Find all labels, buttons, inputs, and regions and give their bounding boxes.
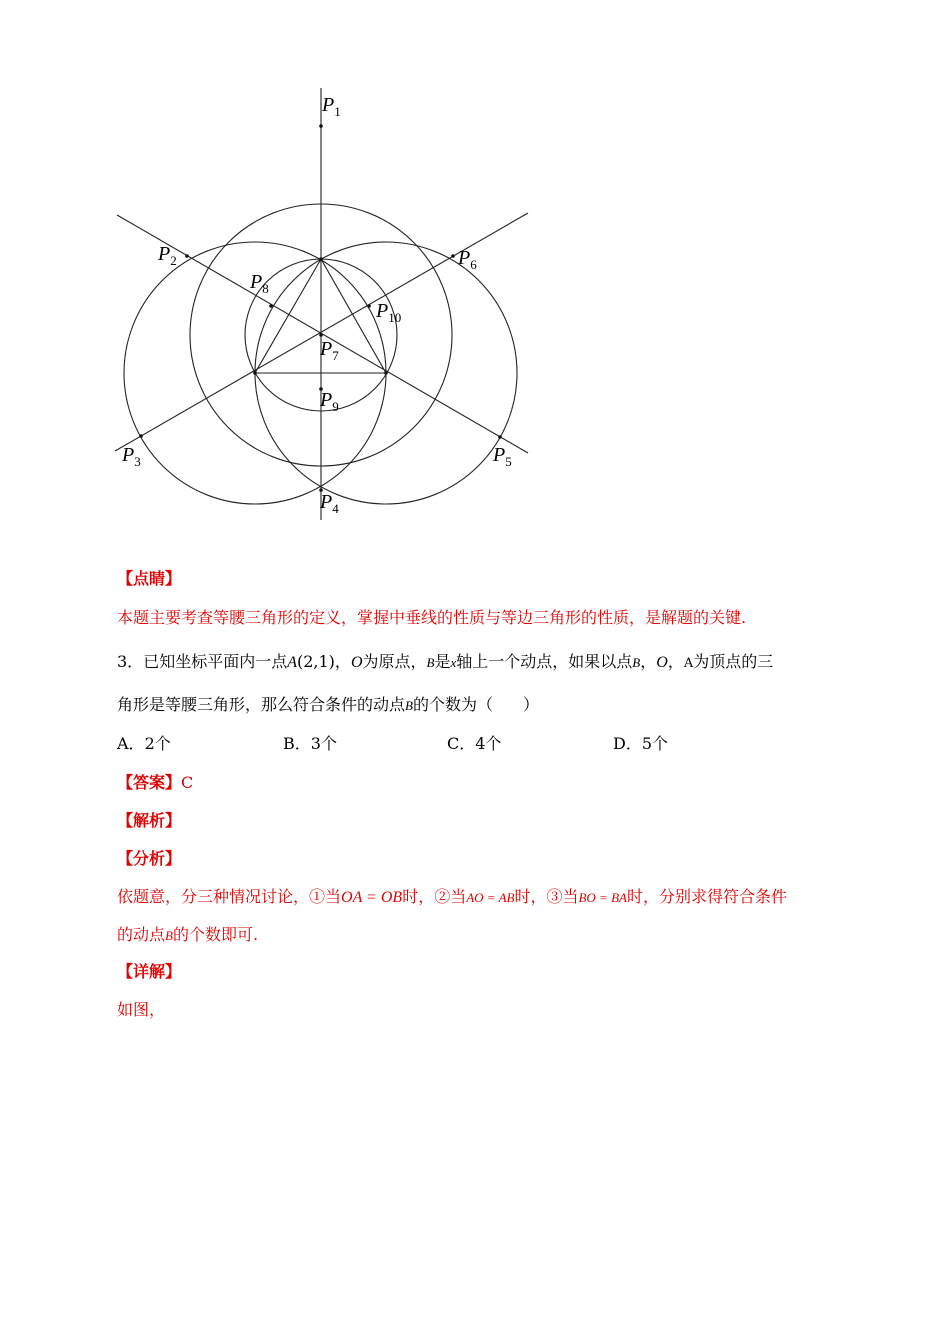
point-p10 <box>367 304 371 308</box>
point-p1 <box>319 124 323 128</box>
point-p5 <box>498 435 502 439</box>
geometry-diagram <box>110 88 535 523</box>
point-p3 <box>139 434 143 438</box>
vertex-top <box>319 257 323 261</box>
xiangjie-heading: 【详解】 <box>117 962 182 981</box>
point-p2 <box>185 254 189 258</box>
fenxi-heading: 【分析】 <box>117 849 182 868</box>
question-line-1: 3．已知坐标平面内一点A(2,1)，O为原点，B是x轴上一个动点，如果以点B，O，A为顶点的三 <box>117 652 774 671</box>
option-c: C．4个 <box>447 734 502 753</box>
geometry-figure <box>110 88 535 523</box>
vertex-left <box>253 371 257 375</box>
point-p6 <box>451 254 455 258</box>
option-b: B．3个 <box>283 734 337 753</box>
label-p8: $P_8$ <box>250 271 269 296</box>
label-p6: $P_6$ <box>458 247 477 272</box>
fenxi-text-line-2: 的动点B的个数即可. <box>117 925 259 944</box>
label-p2: $P_2$ <box>158 243 177 268</box>
xiangjie-text: 如图， <box>117 1000 166 1019</box>
dianjing-heading: 【点睛】 <box>117 569 182 588</box>
answer-line: 【答案】C <box>117 773 194 792</box>
label-p4: $P_4$ <box>320 491 339 516</box>
question-line-2: 角形是等腰三角形，那么符合条件的动点B的个数为（ ） <box>117 695 539 714</box>
vertex-right <box>384 371 388 375</box>
label-p7: $P_7$ <box>320 338 339 363</box>
option-d: D．5个 <box>613 734 669 753</box>
question-number: 3． <box>117 652 144 671</box>
label-p5: $P_5$ <box>493 444 512 469</box>
option-a: A．2个 <box>117 734 171 753</box>
label-p9: $P_9$ <box>320 389 339 414</box>
point-p7 <box>319 333 323 337</box>
dianjing-text: 本题主要考查等腰三角形的定义，掌握中垂线的性质与等边三角形的性质，是解题的关键. <box>117 608 747 627</box>
jiexi-heading: 【解析】 <box>117 811 182 830</box>
point-p8 <box>269 304 273 308</box>
label-p1: $P_1$ <box>322 94 341 119</box>
fenxi-text-line-1: 依题意，分三种情况讨论，①当OA = OB时，②当AO = AB时，③当BO = BA时，分别求得符合条件 <box>117 887 787 906</box>
label-p3: $P_3$ <box>122 444 141 469</box>
label-p10: $P_{10}$ <box>376 300 402 325</box>
